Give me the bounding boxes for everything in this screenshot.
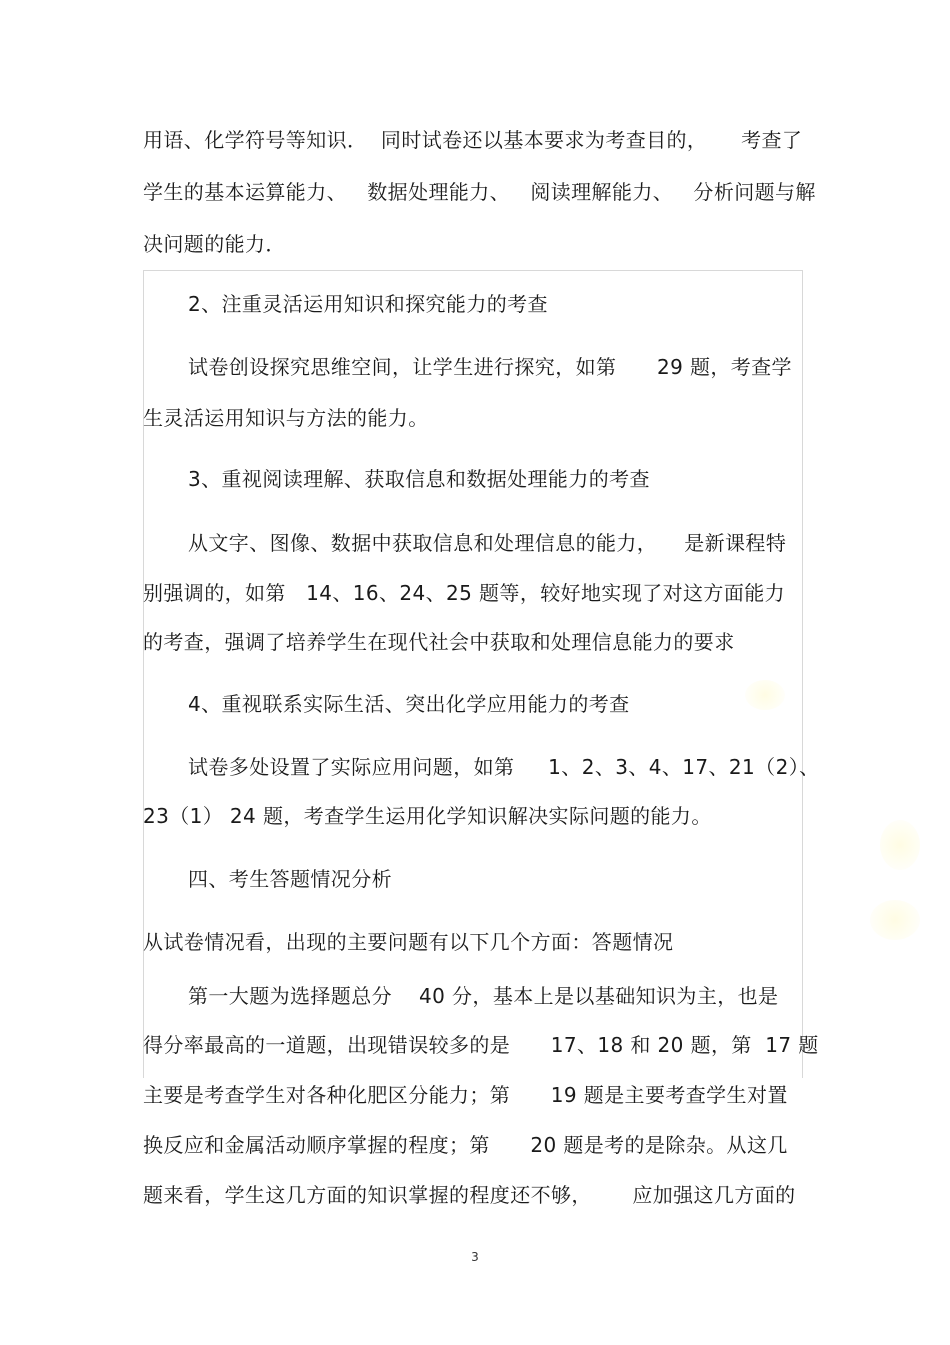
- text-line: 试卷创设探究思维空间，让学生进行探究，如第 29 题，考查学: [188, 355, 792, 379]
- section-heading: 四、考生答题情况分析: [188, 867, 392, 891]
- text-line: 23（1） 24 题，考查学生运用化学知识解决实际问题的能力。: [143, 804, 712, 828]
- text-line: 用语、化学符号等知识． 同时试卷还以基本要求为考查目的， 考查了: [143, 128, 803, 152]
- text-line: 决问题的能力．: [143, 232, 286, 256]
- text-line: 生灵活运用知识与方法的能力。: [143, 406, 429, 430]
- scan-smudge: [880, 820, 920, 870]
- text-line: 第一大题为选择题总分 40 分，基本上是以基础知识为主，也是: [188, 984, 779, 1008]
- content-frame: [143, 270, 803, 1078]
- text-line: 试卷多处设置了实际应用问题，如第 1、2、3、4、17、21（2）、: [188, 755, 820, 779]
- section-heading: 4、重视联系实际生活、突出化学应用能力的考查: [188, 692, 630, 716]
- text-line: 从文字、图像、数据中获取信息和处理信息的能力， 是新课程特: [188, 531, 787, 555]
- text-line: 学生的基本运算能力、 数据处理能力、 阅读理解能力、 分析问题与解: [143, 180, 816, 204]
- text-line: 题来看，学生这几方面的知识掌握的程度还不够， 应加强这几方面的: [143, 1183, 796, 1207]
- scan-smudge: [870, 900, 920, 940]
- text-line: 从试卷情况看，出现的主要问题有以下几个方面：答题情况: [143, 930, 674, 954]
- text-line: 换反应和金属活动顺序掌握的程度；第 20 题是考的是除杂。从这几: [143, 1133, 788, 1157]
- text-line: 得分率最高的一道题，出现错误较多的是 17、18 和 20 题，第 17 题: [143, 1033, 819, 1057]
- text-line: 别强调的，如第 14、16、24、25 题等，较好地实现了对这方面能力: [143, 581, 786, 605]
- section-heading: 3、重视阅读理解、获取信息和数据处理能力的考查: [188, 467, 650, 491]
- text-line: 的考查，强调了培养学生在现代社会中获取和处理信息能力的要求: [143, 630, 735, 654]
- text-line: 主要是考查学生对各种化肥区分能力；第 19 题是主要考查学生对置: [143, 1083, 788, 1107]
- section-heading: 2、注重灵活运用知识和探究能力的考查: [188, 292, 548, 316]
- page-number: 3: [471, 1250, 479, 1264]
